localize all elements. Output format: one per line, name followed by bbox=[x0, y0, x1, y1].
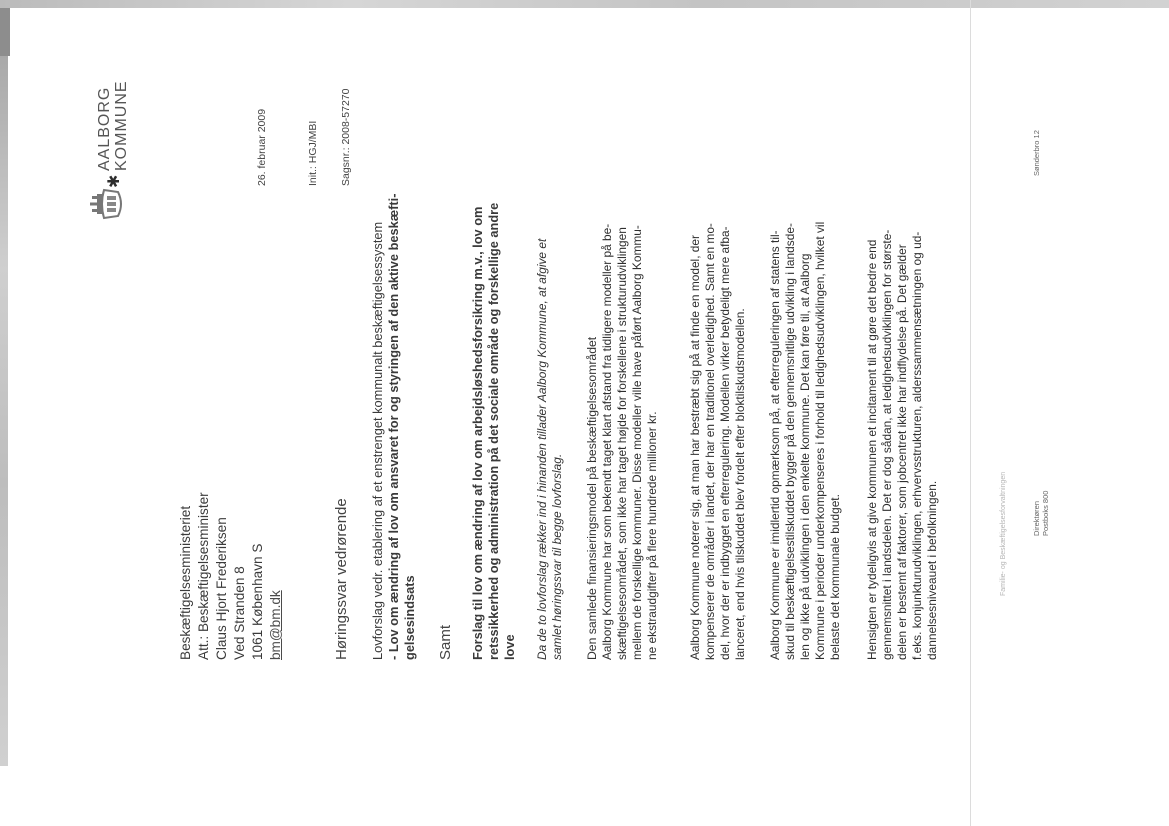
scan-edge-top bbox=[0, 56, 8, 766]
paragraph-line: skæftigelsesområdet, som ikke har taget højde for forskellene i strukturudviklingen bbox=[615, 227, 629, 660]
star-icon: ✱ bbox=[106, 174, 123, 188]
scan-edge-right bbox=[0, 0, 1169, 8]
paragraph-line: len og ikke på udviklingen i den enkelte kommune. Det kan føre til, at Aalborg bbox=[798, 253, 812, 660]
recipient-line-ministry: Beskæftigelsesministeriet bbox=[178, 505, 193, 660]
paragraph-line: ne ekstraudgifter på flere hundrede millioner kr. bbox=[645, 411, 659, 660]
paragraph-line: Aalborg Kommune er imidlertid opmærksom på, at efterreguleringen af statens til- bbox=[768, 230, 782, 660]
proposal-line-2: retssikkerhed og administration på det sociale område og forskellige andre bbox=[486, 202, 501, 660]
paragraph-line: f.eks. konjunkturudviklingen, erhvervsstrukturen, alderssammensætningen og ud- bbox=[910, 231, 924, 660]
footer-left-line-2: Postboks 800 bbox=[1041, 490, 1050, 536]
recipient-email-link[interactable]: bm@bm.dk bbox=[268, 590, 283, 660]
intro-block bbox=[535, 239, 565, 660]
paragraph-line: lanceret, end hvis tilskuddet blev fordelt efter bloktilskudsmodellen. bbox=[733, 308, 747, 660]
letter-date: 26. februar 2009 bbox=[256, 108, 268, 186]
paragraph-line: Kommune i perioder underkompenseres i forhold til ledighedsudviklingen, hvilket vil bbox=[813, 221, 827, 660]
logo-line-aalborg: AALBORG bbox=[96, 86, 113, 171]
recipient-line-city: 1061 København S bbox=[250, 543, 265, 660]
letter-initials: Init.: HGJ/MBI bbox=[307, 120, 319, 186]
footer-address: Sønderbro 12 bbox=[1032, 130, 1041, 176]
aalborg-logo bbox=[88, 184, 133, 224]
subject-line-3: gelsesindsats bbox=[402, 575, 417, 660]
intro-line-1: Da de to lovforslag rækker ind i hinanden tillader Aalborg Kommune, at afgive et bbox=[535, 238, 549, 660]
logo-line-kommune: KOMMUNE bbox=[113, 80, 130, 171]
paragraph-line: belaste det kommunale budget. bbox=[828, 494, 842, 660]
paragraph-line: Hensigten er tydeligvis at give kommunen et incitament til at gøre det bedre end bbox=[865, 239, 879, 660]
paragraph-2 bbox=[688, 223, 748, 660]
subject-line-1: Lovforslag vedr. etablering af et enstrenget kommunalt beskæftigelsessystem bbox=[370, 221, 385, 660]
paragraph-1 bbox=[600, 224, 660, 660]
footer-department: Familie- og Beskæftigelsesforvaltningen bbox=[1000, 471, 1007, 596]
paragraph-line: mellem de forskellige kommuner. Disse modeller ville have påført Aalborg Kommu- bbox=[630, 225, 644, 660]
proposal-line-1: Forslag til lov om ændring af lov om arbejdsløshedsforsikring m.v., lov om bbox=[470, 206, 485, 660]
paragraph-line: kompenserer de områder i landet, der har en traditionel overledighed. Samt en mo- bbox=[703, 223, 717, 660]
samt-label: Samt bbox=[437, 624, 454, 660]
proposal-block bbox=[470, 203, 518, 660]
footer-divider bbox=[970, 0, 971, 826]
recipient-line-att: Att.: Beskæftigelsesminister bbox=[196, 492, 211, 660]
recipient-line-name: Claus Hjort Frederiksen bbox=[214, 517, 229, 660]
paragraph-line: delen er bestemt af faktorer, som jobcentret ikke har indflydelse på. Det gælder bbox=[895, 244, 909, 660]
scan-edge-top-dark bbox=[0, 0, 10, 56]
recipient-line-street: Ved Stranden 8 bbox=[232, 566, 247, 660]
subject-line-2: - Lov om ændring af lov om ansvaret for og styringen af den aktive beskæfti- bbox=[386, 193, 401, 660]
footer-left bbox=[1032, 491, 1050, 536]
paragraph-3 bbox=[768, 222, 843, 660]
footer-left-line-1: Direktøren bbox=[1032, 500, 1041, 536]
proposal-line-3: love bbox=[502, 634, 517, 660]
letter-case-number: Sagsnr.: 2008-57270 bbox=[340, 88, 352, 186]
section-title: Den samlede finansieringsmodel på beskæftigelsesområdet bbox=[585, 336, 599, 660]
coat-of-arms-icon bbox=[88, 184, 128, 224]
intro-line-2: samlet høringssvar til begge lovforslag. bbox=[550, 453, 564, 660]
page-title: Høringssvar vedrørende bbox=[333, 498, 350, 660]
paragraph-line: skud til beskæftigelsestilskuddet bygger på den gennemsnitlige udvikling i landsde- bbox=[783, 223, 797, 660]
paragraph-line: del, hvor der er indbygget en efterregulering. Modellen virker betydeligt mere afba- bbox=[718, 226, 732, 660]
subject-block bbox=[370, 194, 418, 660]
paragraph-line: gennemsnittet i landsdelen. Det er dog sådan, at ledighedsudviklingen for største- bbox=[880, 229, 894, 660]
logo-wordmark bbox=[96, 80, 130, 171]
paragraph-line: dannelsesniveauet i befolkningen. bbox=[925, 480, 939, 660]
paragraph-4 bbox=[865, 230, 940, 660]
paragraph-line: Aalborg Kommune har som bekendt taget klart afstand fra tidligere modeller på be- bbox=[600, 223, 614, 660]
paragraph-line: Aalborg Kommune noterer sig, at man har bestræbt sig på at finde en model, der bbox=[688, 235, 702, 660]
recipient-address bbox=[177, 492, 285, 660]
